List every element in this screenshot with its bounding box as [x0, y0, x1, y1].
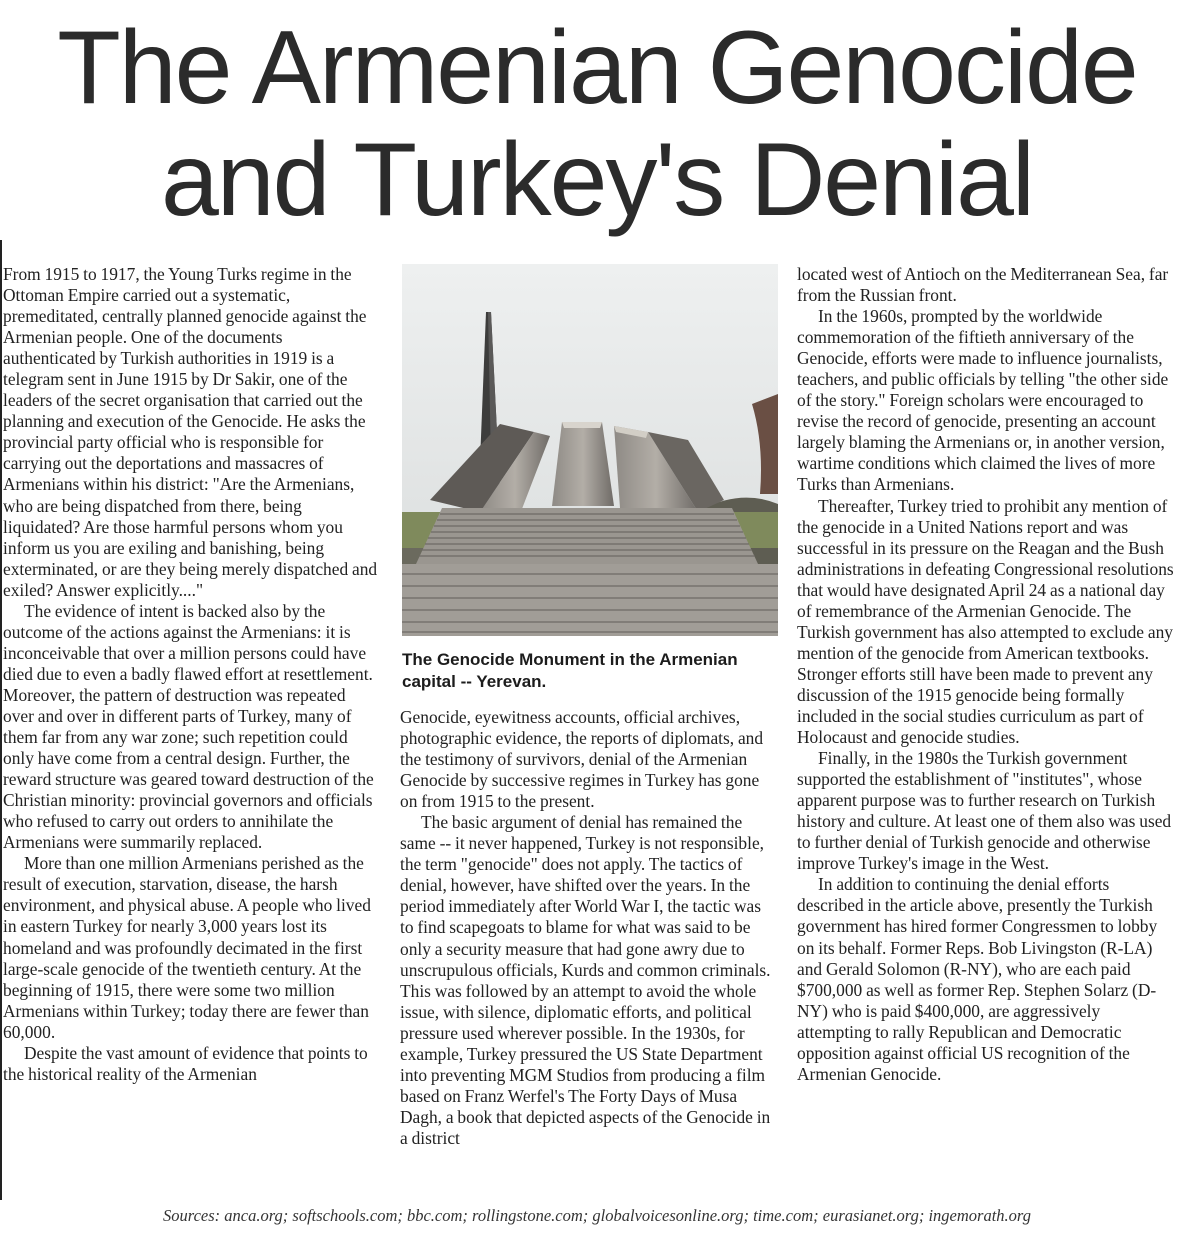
column1-paragraph-2: The evidence of intent is backed also by the outcome of the actions against the Armenians: it is inconceivable that over a million persons could have died due to even a badly flawed effort at resettlement. Moreover, the pattern of destruction was repeated over and over in different parts of Turkey, many of them far from any war zone; such repetition could only have come from a central design. Further, the reward structure was geared toward destruction of the Christian minority: provincial governors and officials who refused to carry out orders to annihilate the Armenians were summarily replaced.: [3, 600, 374, 853]
column3-paragraph-2: In the 1960s, prompted by the worldwide commemoration of the fiftieth anniversary of the Genocide, efforts were made to influence journalists, teachers, and public officials by telling "the other side of the story." Foreign scholars were encouraged to revise the record of genocide, presenting an account largely blaming the Armenians or, in another version, wartime conditions which claimed the lives of more Turks than Armenians.: [797, 306, 1169, 495]
column3-paragraph-5: In addition to continuing the denial efforts described in the article above, presently the Turkish government has hired former Congressmen to lobby on its behalf. Former Reps. Bob Livingston (R-LA) and Gerald Solomon (R-NY), who are each paid $700,000 as well as former Rep. Stephen Solarz (D-NY) who is paid $400,000, are aggressively attempting to rally Republican and Democratic opposition against official US recognition of the Armenian Genocide.: [797, 874, 1158, 1084]
column3-paragraph-1: located west of Antioch on the Mediterranean Sea, far from the Russian front.: [797, 264, 1169, 306]
headline-line-1: The Armenian Genocide: [57, 10, 1137, 126]
article-column-3: [797, 264, 1175, 1194]
column3-paragraph-4: Finally, in the 1980s the Turkish government supported the establishment of "institutes", whose apparent purpose was to further research on Turkish history and culture. At least one of them also was used to further denial of Turkish genocide and otherwise improve Turkey's image in the West.: [797, 748, 1172, 874]
photo-caption: The Genocide Monument in the Armenian capital -- Yerevan.: [402, 650, 738, 691]
headline: [0, 12, 1194, 236]
column2-paragraph-2: The basic argument of denial has remained the same -- it never happened, Turkey is not responsible, the term "genocide" does not apply. The tactics of denial, however, have shifted over the years. In the period immediately after World War I, the tactic was to find scapegoats to blame for what was said to be only a security measure that had gone awry due to unscrupulous officials, Kurds and common criminals. This was followed by an attempt to avoid the whole issue, with silence, diplomatic efforts, and political pressure used wherever possible. In the 1930s, for example, Turkey pressured the US State Department into preventing MGM Studios from producing a film based on Franz Werfel's The Forty Days of Musa Dagh, a book that depicted aspects of the Genocide in a district: [400, 812, 771, 1148]
sources-line: Sources: anca.org; softschools.com; bbc.com; rollingstone.com; globalvoicesonline.org; time.com; eurasianet.org; ingemorath.org: [163, 1206, 1031, 1225]
column2-paragraph-1: Genocide, eyewitness accounts, official archives, photographic evidence, the reports of diplomats, and the testimony of survivors, denial of the Armenian Genocide by successive regimes in Turkey has gone on from 1915 to the present.: [400, 707, 764, 812]
column1-paragraph-4: Despite the vast amount of evidence that points to the historical reality of the Armenian: [3, 1042, 368, 1084]
genocide-monument-photo: [402, 264, 778, 636]
headline-line-2: and Turkey's Denial: [160, 122, 1034, 238]
column1-paragraph-1: From 1915 to 1917, the Young Turks regime in the Ottoman Empire carried out a systematic, premeditated, centrally planned genocide against the Armenian people. One of the documents authenticated by Turkish authorities in 1919 is a telegram sent in June 1915 by Dr Sakir, one of the leaders of the secret organisation that carried out the planning and execution of the Genocide. He asks the provincial party official who is responsible for carrying out the deportations and massacres of Armenians within his district: "Are the Armenians, who are being dispatched from there, being liquidated? Are those harmful persons whom you inform us you are exiling and banishing, being exterminated, or are they being merely dispatched and exiled? Answer explicitly....": [3, 264, 378, 600]
left-column-rule: [0, 240, 2, 1200]
article-column-1: [3, 264, 379, 1194]
article-column-2: [400, 707, 777, 1194]
column1-paragraph-3: More than one million Armenians perished as the result of execution, starvation, disease, the harsh environment, and physical abuse. A people who lived in eastern Turkey for nearly 3,000 years lost its homeland and was profoundly decimated in the first large-scale genocide of the twentieth century. At the beginning of 1915, there were some two million Armenians within Turkey; today there are fewer than 60,000.: [3, 853, 371, 1042]
column3-paragraph-3: Thereafter, Turkey tried to prohibit any mention of the genocide in a United Nations report and was successful in its pressure on the Reagan and the Bush administrations in defeating Congressional resolutions that would have designated April 24 as a national day of remembrance of the Armenian Genocide. The Turkish government has also attempted to exclude any mention of the genocide from American textbooks. Stronger efforts still have been made to prevent any discussion of the 1915 genocide being formally included in the social studies curriculum as part of Holocaust and genocide studies.: [797, 495, 1174, 748]
